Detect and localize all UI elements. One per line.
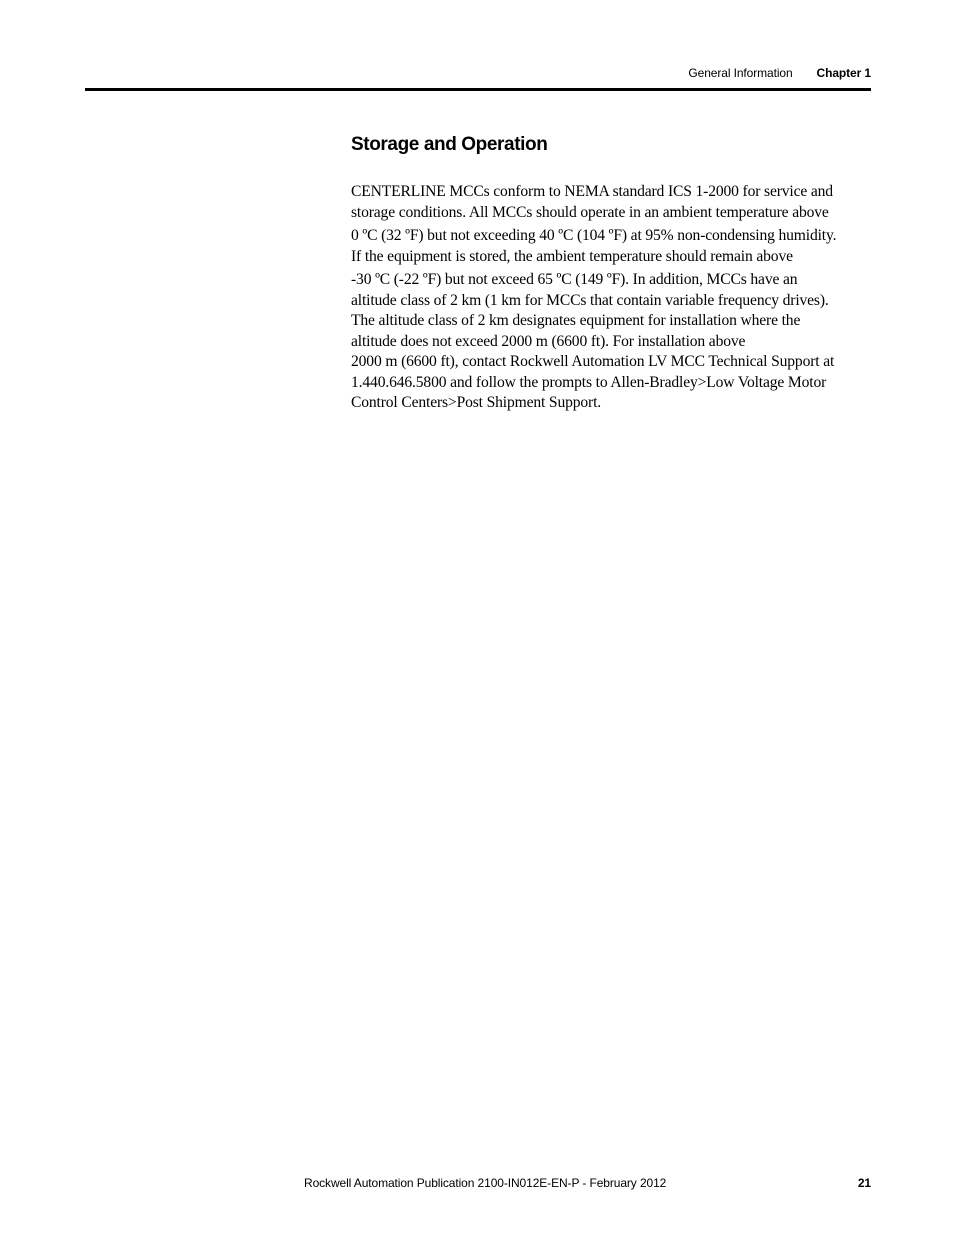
paragraph-line: If the equipment is stored, the ambient temperature should remain above — [351, 247, 793, 265]
paragraph-line: 2000 m (6600 ft), contact Rockwell Automation LV MCC Technical Support at — [351, 353, 835, 370]
header-rule — [85, 88, 871, 91]
publication-info: Rockwell Automation Publication 2100-IN012E-EN-P - February 2012 — [304, 1176, 667, 1190]
paragraph-line: storage conditions. All MCCs should operate in an ambient temperature above — [351, 203, 829, 221]
running-header — [688, 66, 871, 80]
paragraph-line: CENTERLINE MCCs conform to NEMA standard ICS 1-2000 for service and — [351, 183, 833, 200]
paragraph-line: Control Centers>Post Shipment Support. — [351, 394, 602, 411]
paragraph-line: -30 ºC (-22 ºF) but not exceed 65 ºC (149 ºF). In addition, MCCs have an — [351, 271, 798, 288]
paragraph-line: altitude does not exceed 2000 m (6600 ft). For installation above — [351, 332, 746, 350]
paragraph-line: 1.440.646.5800 and follow the prompts to Allen-Bradley>Low Voltage Motor — [351, 373, 827, 391]
body-paragraph — [351, 182, 873, 414]
paragraph-line: 0 ºC (32 ºF) but not exceeding 40 ºC (104 ºF) at 95% non-condensing humidity. — [351, 227, 837, 244]
header-chapter-label: Chapter 1 — [816, 66, 871, 80]
paragraph-line: The altitude class of 2 km designates equipment for installation where the — [351, 312, 801, 329]
paragraph-line: altitude class of 2 km (1 km for MCCs that contain variable frequency drives). — [351, 291, 829, 309]
page-number: 21 — [857, 1176, 871, 1190]
header-section-name: General Information — [688, 66, 793, 80]
section-title: Storage and Operation — [351, 134, 548, 155]
